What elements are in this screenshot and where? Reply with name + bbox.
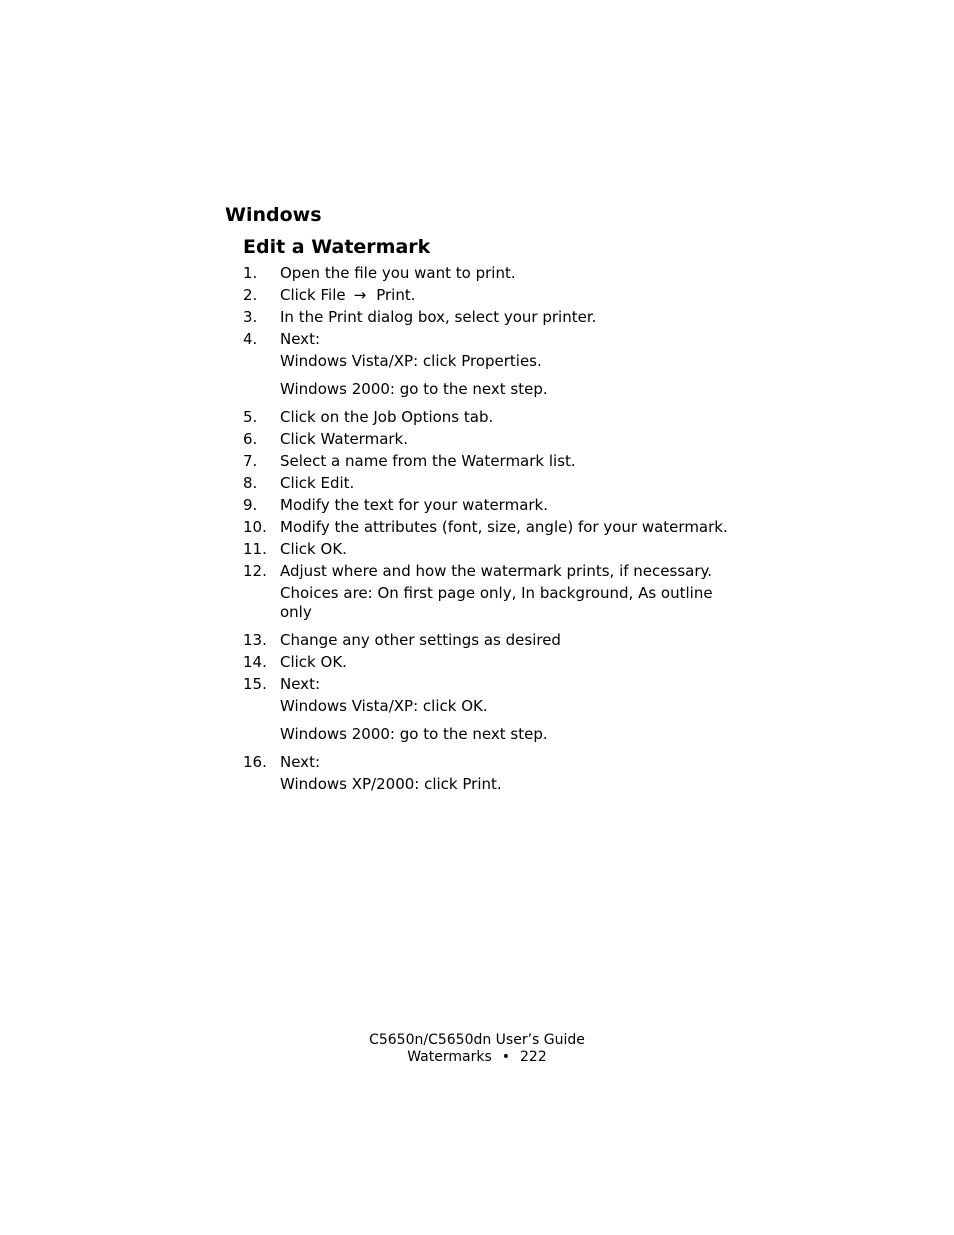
step-number: 10. (243, 518, 267, 536)
step-number: 12. (243, 562, 267, 580)
step-number: 4. (243, 330, 258, 348)
footer-section-line (0, 1049, 954, 1066)
step-item (243, 653, 733, 672)
step-item (243, 286, 733, 305)
step-text: Open the file you want to print. (280, 264, 516, 282)
page-footer (0, 1032, 954, 1066)
step-item (243, 675, 733, 744)
step-text: Adjust where and how the watermark prints, if necessary. (280, 562, 713, 580)
step-number: 1. (243, 264, 258, 282)
step-number: 2. (243, 286, 258, 304)
step-number: 3. (243, 308, 258, 326)
step-item (243, 330, 733, 399)
bullet-icon: • (501, 1049, 511, 1065)
step-number: 7. (243, 452, 258, 470)
step-item (243, 308, 733, 327)
step-item (243, 408, 733, 427)
step-item (243, 753, 733, 794)
step-text: Click on the Job Options tab. (280, 408, 494, 426)
subsection-title: Edit a Watermark (243, 236, 431, 258)
step-text: Print. (376, 286, 416, 304)
step-item (243, 540, 733, 559)
step-note: Windows XP/2000: click Print. (280, 775, 502, 793)
step-number: 5. (243, 408, 258, 426)
step-text: Select a name from the Watermark list. (280, 452, 576, 470)
step-item (243, 562, 733, 622)
right-arrow-icon: → (353, 286, 367, 304)
step-number: 8. (243, 474, 258, 492)
section-title: Windows (225, 204, 322, 226)
step-item (243, 264, 733, 283)
page-number: 222 (520, 1049, 547, 1065)
step-item (243, 518, 733, 537)
step-text: Click OK. (280, 540, 347, 558)
step-item (243, 496, 733, 515)
footer-section: Watermarks (407, 1049, 492, 1065)
step-item (243, 474, 733, 493)
step-number: 15. (243, 675, 267, 693)
step-text: Next: (280, 753, 320, 771)
step-note: Windows 2000: go to the next step. (280, 380, 548, 398)
step-note: Windows Vista/XP: click OK. (280, 697, 488, 715)
step-number: 16. (243, 753, 267, 771)
step-note: Windows Vista/XP: click Properties. (280, 352, 542, 370)
step-text: Click File (280, 286, 346, 304)
step-number: 13. (243, 631, 267, 649)
step-item (243, 631, 733, 650)
step-number: 11. (243, 540, 267, 558)
step-text: Next: (280, 330, 320, 348)
step-text: Click Watermark. (280, 430, 409, 448)
step-text: In the Print dialog box, select your printer. (280, 308, 597, 326)
step-text: Click Edit. (280, 474, 355, 492)
step-item (243, 430, 733, 449)
step-text: Modify the attributes (font, size, angle) for your watermark. (280, 518, 728, 536)
steps-list (243, 264, 733, 797)
step-number: 9. (243, 496, 258, 514)
step-item (243, 452, 733, 471)
guide-title: C5650n/C5650dn User’s Guide (369, 1032, 585, 1048)
step-text: Modify the text for your watermark. (280, 496, 549, 514)
step-text: Next: (280, 675, 320, 693)
step-note: Choices are: On first page only, In background, As outline only (280, 584, 713, 621)
step-text: Click OK. (280, 653, 347, 671)
step-note: Windows 2000: go to the next step. (280, 725, 548, 743)
step-number: 14. (243, 653, 267, 671)
step-number: 6. (243, 430, 258, 448)
step-text: Change any other settings as desired (280, 631, 561, 649)
